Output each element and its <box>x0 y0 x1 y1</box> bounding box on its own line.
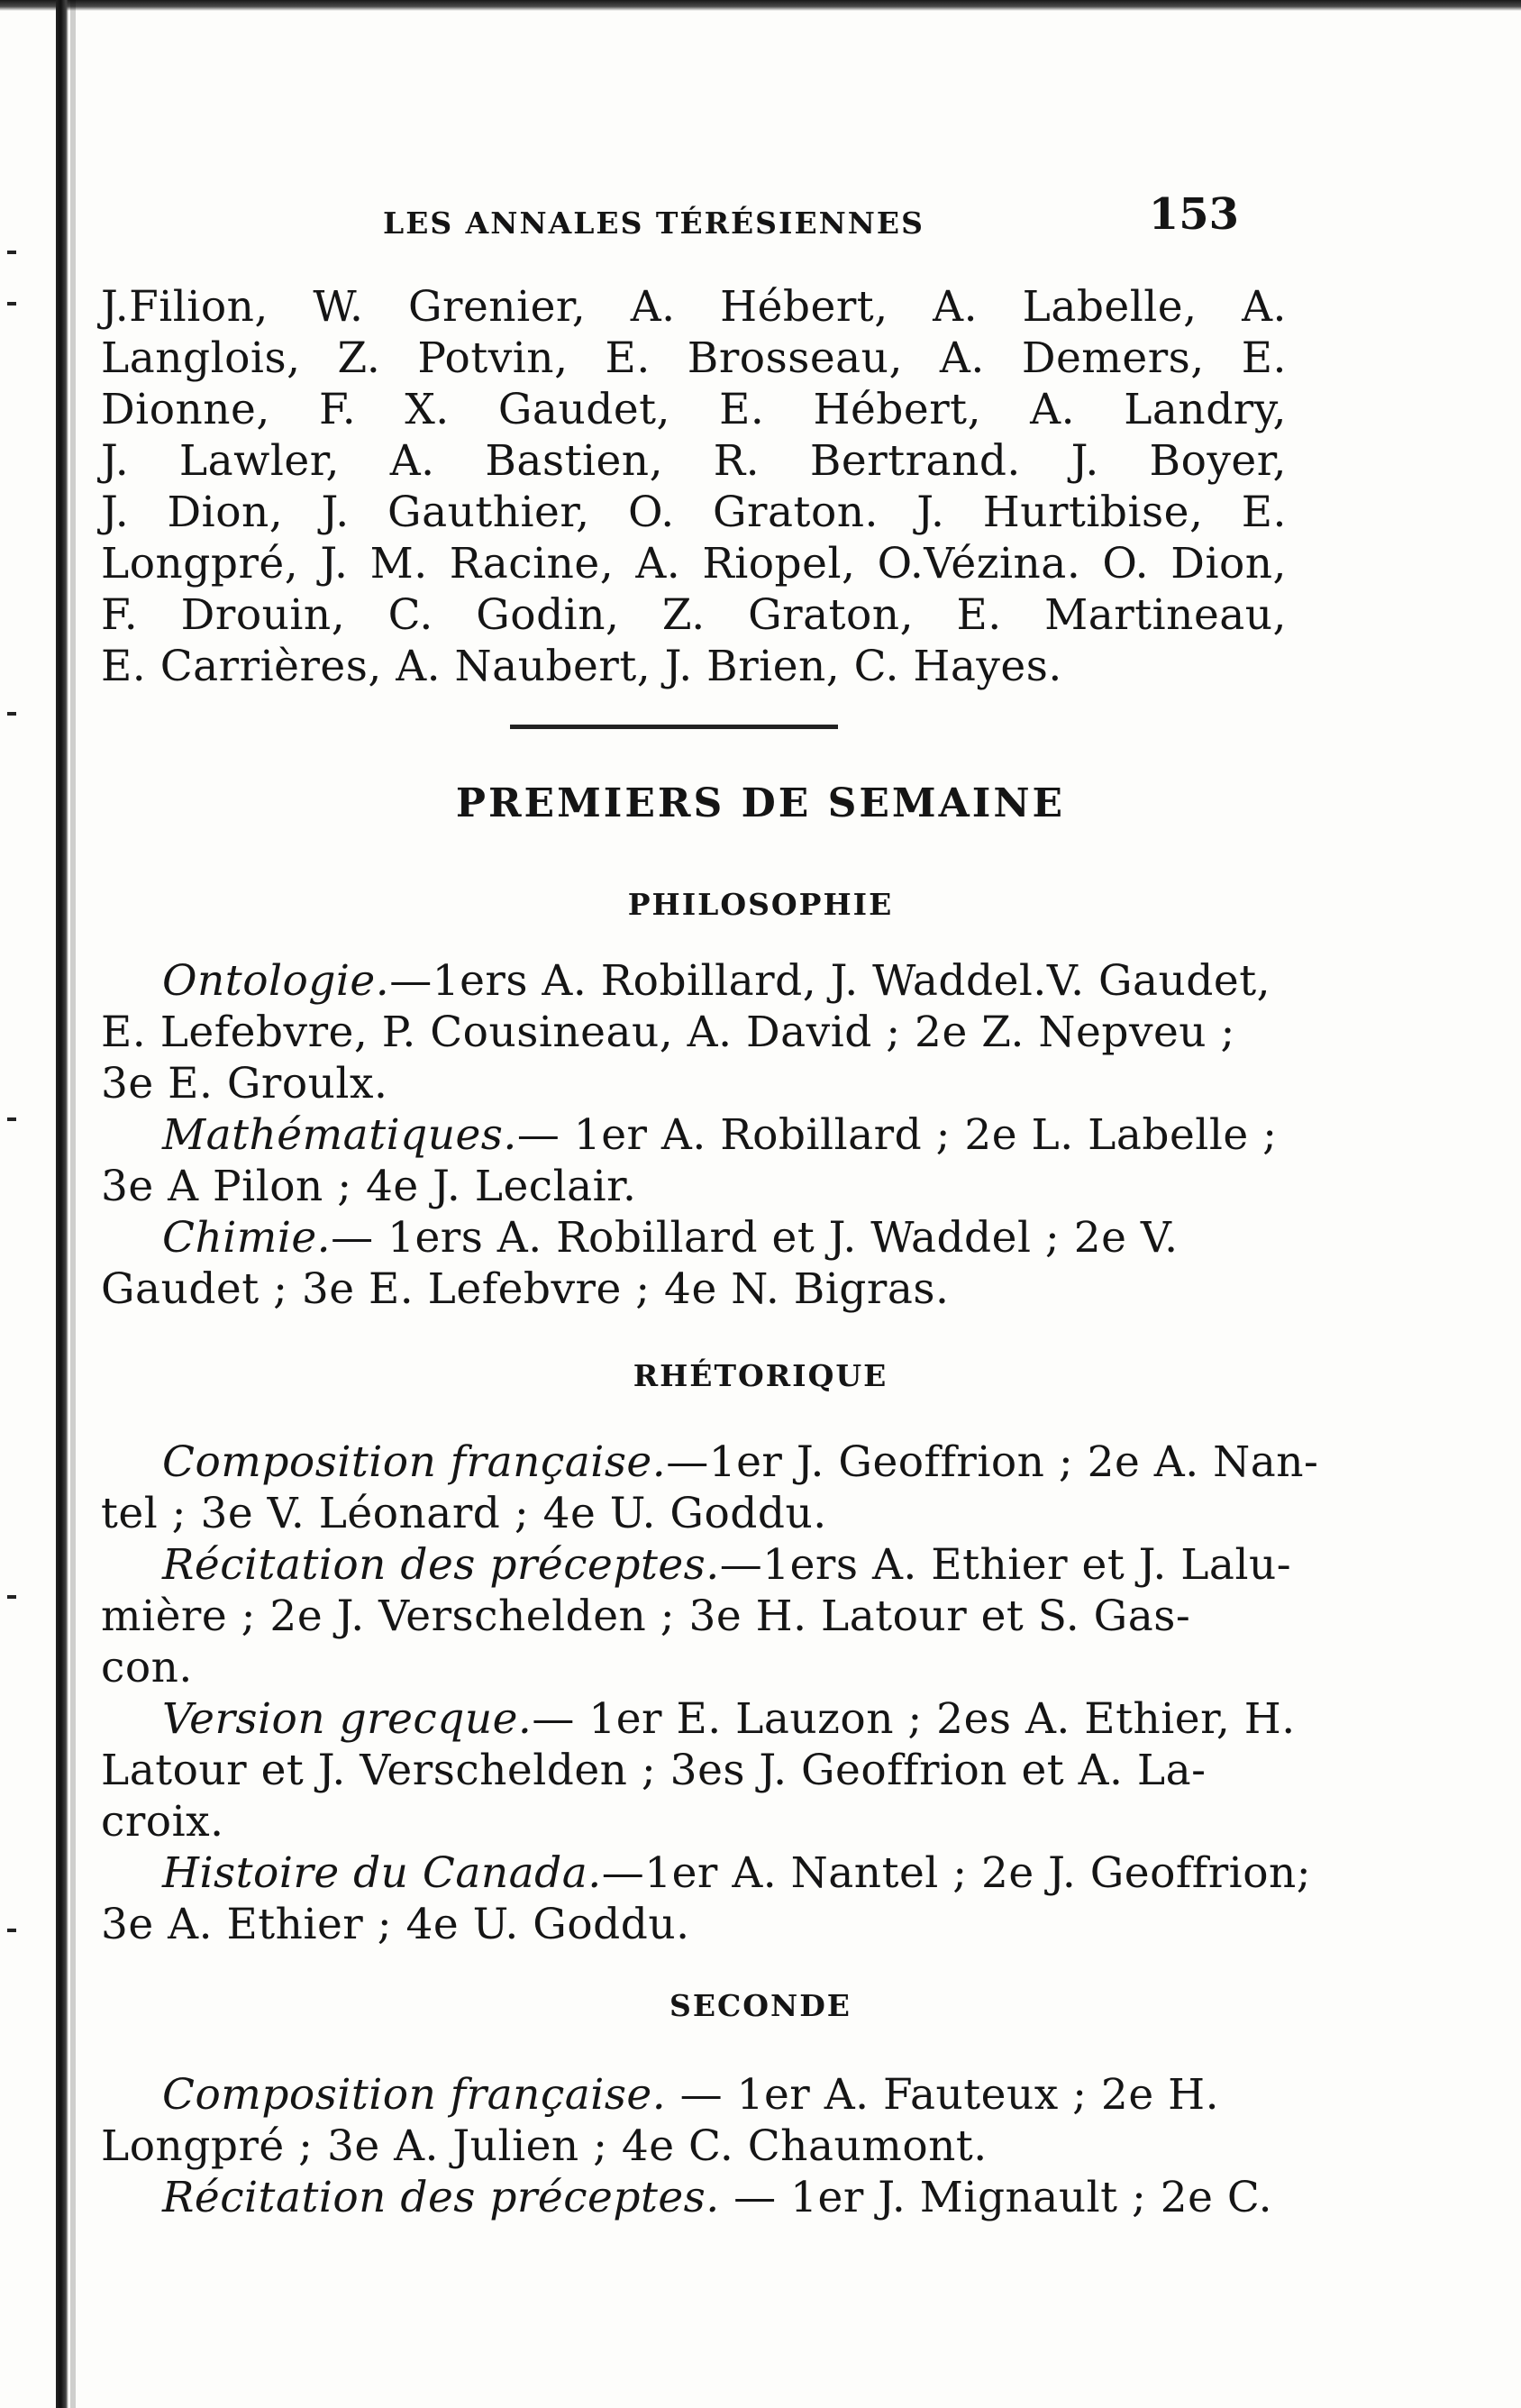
result-line <box>101 1437 1319 1488</box>
names-line: J. Lawler, A. Bastien, R. Bertrand. J. Boyer, <box>101 436 1287 486</box>
gutter-speck <box>7 302 16 306</box>
result-line <box>101 1212 1287 1263</box>
result-text: —1er J. Geoffrion ; 2e A. Nan- <box>666 1437 1319 1487</box>
result-line: con. <box>101 1643 193 1692</box>
result-line: 3e E. Groulx. <box>101 1059 388 1108</box>
rhetorique-results <box>101 1437 1319 1950</box>
names-paragraph <box>101 281 1287 692</box>
result-text: — 1er E. Lauzon ; 2es A. Ethier, H. <box>532 1694 1296 1744</box>
result-line: Longpré ; 3e A. Julien ; 4e C. Chaumont. <box>101 2121 988 2171</box>
result-line <box>101 1109 1287 1161</box>
binding-edge <box>56 0 68 2408</box>
result-text: — 1er A. Fauteux ; 2e H. <box>666 2070 1220 2120</box>
gutter-speck <box>7 251 16 254</box>
result-line <box>101 1693 1296 1745</box>
result-line: Gaudet ; 3e E. Lefebvre ; 4e N. Bigras. <box>101 1264 950 1314</box>
page-header <box>180 189 1252 243</box>
subject-version-grecque: Version grecque. <box>162 1694 533 1744</box>
subject-ontologie: Ontologie. <box>162 956 390 1006</box>
result-line: tel ; 3e V. Léonard ; 4e U. Goddu. <box>101 1489 827 1538</box>
result-text: — 1ers A. Robillard et J. Waddel ; 2e V. <box>331 1213 1179 1263</box>
gutter-speck <box>7 1117 16 1121</box>
result-line: mière ; 2e J. Verschelden ; 3e H. Latour et S. Gas- <box>101 1592 1191 1641</box>
names-line: E. Carrières, A. Naubert, J. Brien, C. Hayes. <box>101 642 1062 691</box>
philosophie-results <box>101 955 1287 1315</box>
names-line: Longpré, J. M. Racine, A. Riopel, O.Vézina. O. Dion, <box>101 539 1287 588</box>
page-top-shadow <box>0 0 1521 11</box>
names-line: J.Filion, W. Grenier, A. Hébert, A. Labelle, A. <box>101 282 1287 332</box>
result-text: —1er A. Nantel ; 2e J. Geoffrion; <box>601 1848 1312 1898</box>
subhead-rhetorique: RHÉTORIQUE <box>633 1358 888 1393</box>
result-line: E. Lefebvre, P. Cousineau, A. David ; 2e Z. Nepveu ; <box>101 1008 1235 1057</box>
result-text: — 1er J. Mignault ; 2e C. <box>719 2173 1273 2222</box>
seconde-results <box>101 2069 1287 2223</box>
result-line: Latour et J. Verschelden ; 3es J. Geoffrion et A. La- <box>101 1746 1207 1795</box>
result-line: croix. <box>101 1797 224 1847</box>
page-number: 153 <box>1148 189 1239 240</box>
result-line: 3e A Pilon ; 4e J. Leclair. <box>101 1162 637 1211</box>
running-head: LES ANNALES TÉRÉSIENNES <box>383 205 924 241</box>
names-line: Langlois, Z. Potvin, E. Brosseau, A. Demers, E. <box>101 333 1287 383</box>
subhead-philosophie: PHILOSOPHIE <box>627 887 894 922</box>
gutter-speck <box>7 712 16 716</box>
result-line <box>101 2069 1287 2121</box>
result-line <box>101 955 1287 1007</box>
binding-shadow <box>70 0 76 2408</box>
gutter-speck <box>7 1929 16 1932</box>
names-line: Dionne, F. X. Gaudet, E. Hébert, A. Landry, <box>101 385 1287 434</box>
subject-recitation: Récitation des préceptes. <box>162 2173 720 2222</box>
names-line: J. Dion, J. Gauthier, O. Graton. J. Hurtibise, E. <box>101 488 1287 537</box>
result-line: 3e A. Ethier ; 4e U. Goddu. <box>101 1900 690 1949</box>
section-divider <box>510 725 838 729</box>
section-title: PREMIERS DE SEMAINE <box>455 780 1066 826</box>
subject-chimie: Chimie. <box>162 1213 332 1263</box>
subject-recitation: Récitation des préceptes. <box>162 1540 720 1590</box>
result-line <box>101 1847 1312 1899</box>
subject-histoire-canada: Histoire du Canada. <box>162 1848 602 1898</box>
subject-mathematiques: Mathématiques. <box>162 1110 517 1160</box>
result-text: — 1er A. Robillard ; 2e L. Labelle ; <box>516 1110 1278 1160</box>
result-text: —1ers A. Robillard, J. Waddel.V. Gaudet, <box>389 956 1271 1006</box>
result-line <box>101 2172 1287 2223</box>
gutter-speck <box>7 1595 16 1599</box>
subject-composition: Composition française. <box>162 2070 667 2120</box>
subject-composition: Composition française. <box>162 1437 667 1487</box>
result-text: —1ers A. Ethier et J. Lalu- <box>719 1540 1292 1590</box>
subhead-seconde: SECONDE <box>669 1988 852 2023</box>
names-line: F. Drouin, C. Godin, Z. Graton, E. Martineau, <box>101 590 1287 640</box>
result-line <box>101 1539 1292 1591</box>
